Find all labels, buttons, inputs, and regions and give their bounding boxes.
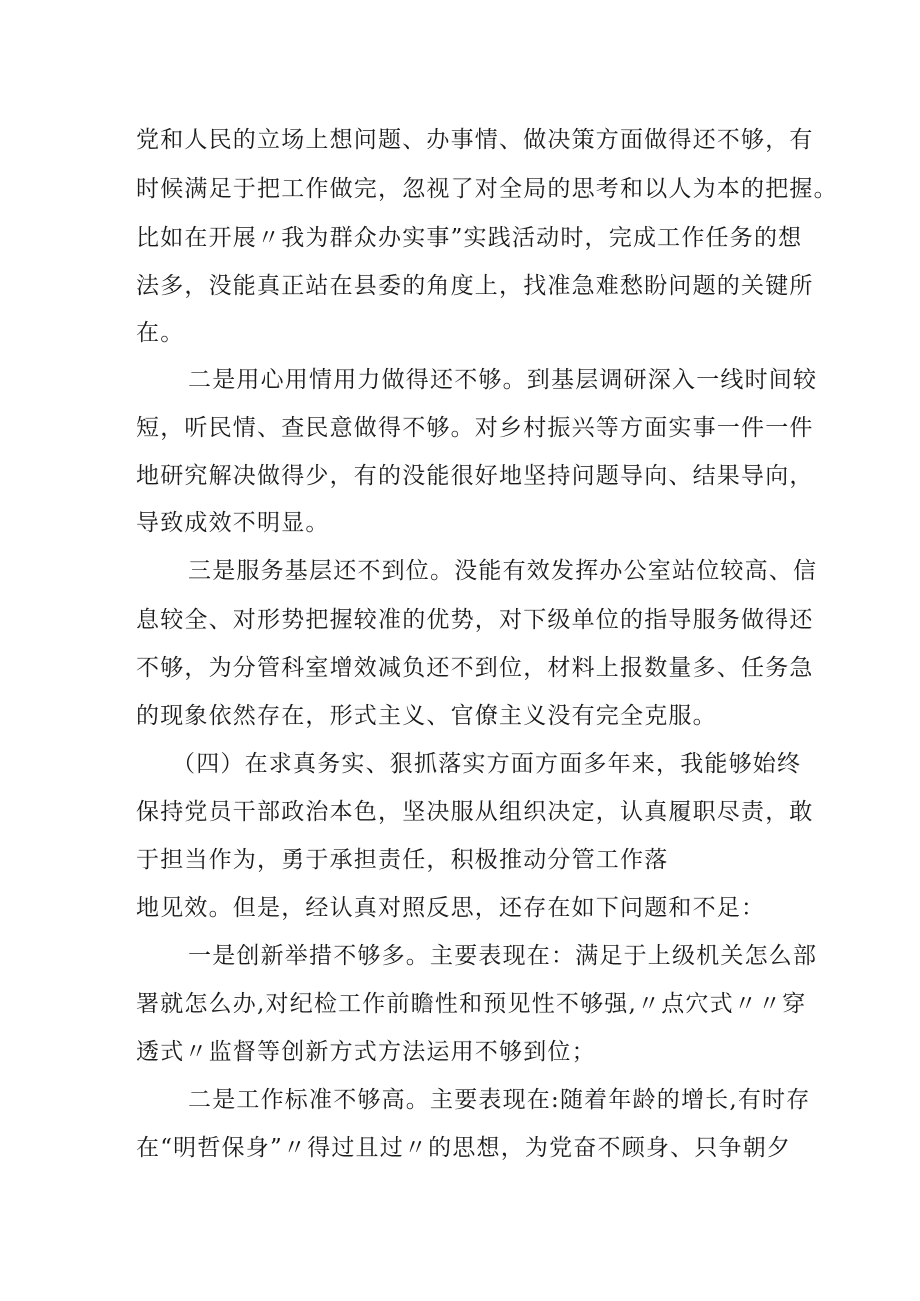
line-text: 二是用心用情用力做得还不够。到基层调研深入一线时间较 (188, 367, 818, 393)
line-text: 的现象依然存在，形式主义、官僚主义没有完全克服。 (136, 703, 717, 729)
line-text: 息较全、对形势把握较准的优势，对下级单位的指导服务做得还 (136, 607, 814, 633)
text-line (0, 169, 920, 209)
line-text: 署就怎么办,对纪检工作前瞻性和预见性不够强,〃点穴式〃〃穿 (136, 991, 807, 1017)
text-line (0, 744, 920, 784)
line-text: 法多，没能真正站在县委的角度上，找准急难愁盼问题的关键所 (136, 273, 814, 299)
line-text: 不够，为分管科室增效减负还不到位，材料上报数量多、任务急 (136, 655, 814, 681)
line-text: 导致成效不明显。 (136, 510, 330, 536)
text-line (0, 218, 920, 258)
line-text: （四）在求真务实、狠抓落实方面方面多年来，我能够始终 (172, 751, 802, 777)
line-text: 二是工作标准不够高。主要表现在:随着年龄的增长,有时存 (188, 1087, 811, 1113)
text-line (0, 408, 920, 448)
line-text: 透式〃监督等创新方式方法运用不够到位； (136, 1039, 596, 1065)
text-line (0, 503, 920, 543)
line-text: 地研究解决做得少，有的没能很好地坚持问题导向、结果导向， (136, 463, 814, 489)
line-text: 短，听民情、查民意做得不够。对乡村振兴等方面实事一件一件 (136, 415, 814, 441)
line-text: 在“明哲保身”〃得过且过〃的思想，为党奋不顾身、只争朝夕 (136, 1135, 792, 1161)
text-line (0, 313, 920, 353)
text-line (0, 696, 920, 736)
text-line (0, 1080, 920, 1120)
line-text: 一是创新举措不够多。主要表现在：满足于上级机关怎么部 (188, 943, 818, 969)
text-line (0, 1032, 920, 1072)
text-line (0, 888, 920, 928)
text-line (0, 120, 920, 160)
text-line (0, 600, 920, 640)
text-line (0, 936, 920, 976)
text-line (0, 792, 920, 832)
text-line (0, 551, 920, 591)
text-line (0, 360, 920, 400)
line-text: 保持党员干部政治本色，坚决服从组织决定，认真履职尽责，敢 (136, 799, 814, 825)
line-text: 在。 (136, 320, 185, 346)
text-line (0, 456, 920, 496)
text-line (0, 1128, 920, 1168)
line-text: 地见效。但是，经认真对照反思，还存在如下问题和不足： (136, 895, 766, 921)
line-text: 比如在开展〃我为群众办实事”实践活动时，完成工作任务的想 (136, 225, 803, 251)
line-text: 三是服务基层还不到位。没能有效发挥办公室站位较高、信 (188, 558, 818, 584)
text-line (0, 984, 920, 1024)
text-line (0, 648, 920, 688)
text-line (0, 266, 920, 306)
text-line (0, 840, 920, 880)
line-text: 党和人民的立场上想问题、办事情、做决策方面做得还不够，有 (136, 127, 814, 153)
line-text: 时候满足于把工作做完，忽视了对全局的思考和以人为本的把握。 (136, 176, 838, 202)
line-text: 于担当作为，勇于承担责任，积极推动分管工作落 (136, 847, 669, 873)
